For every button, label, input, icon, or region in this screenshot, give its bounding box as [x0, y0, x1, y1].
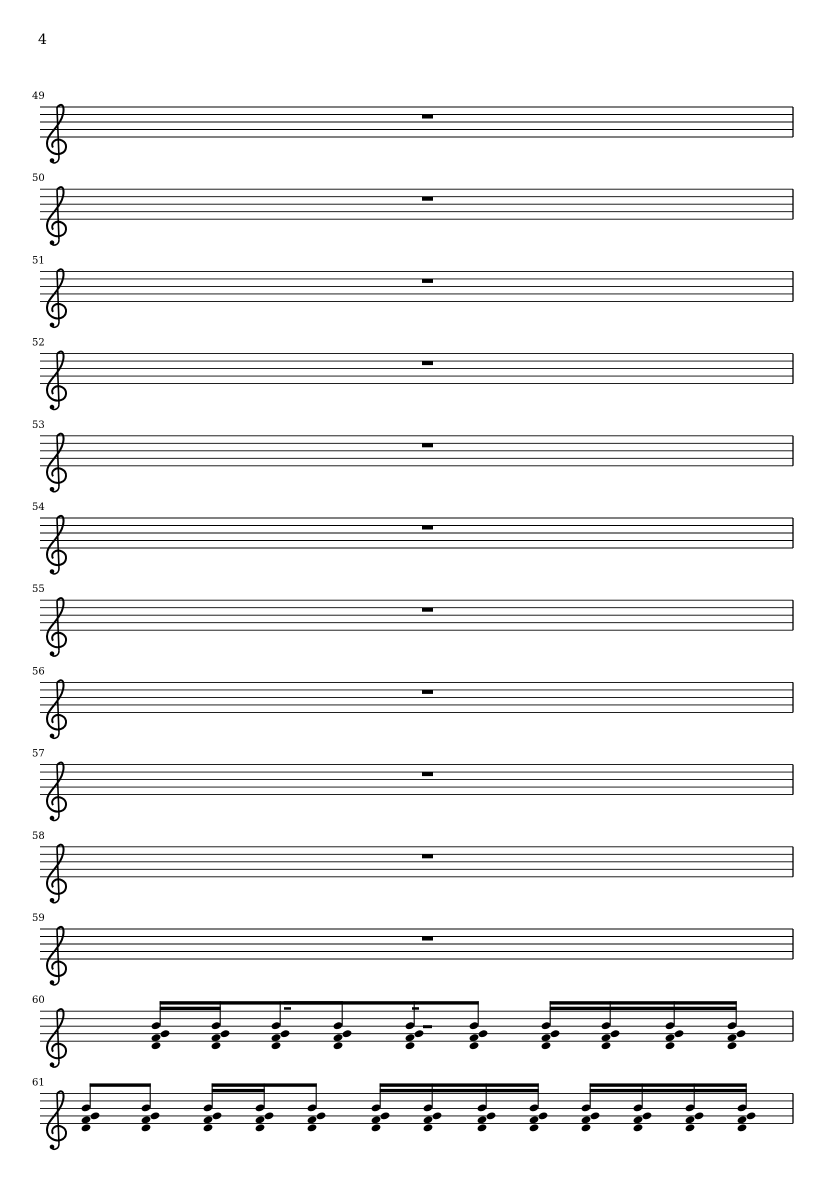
measure-number: 54	[32, 502, 45, 513]
small-rest	[284, 1007, 291, 1010]
beam	[590, 1083, 747, 1086]
measure-number: 56	[32, 666, 45, 678]
staff-system	[32, 91, 793, 163]
measure-number: 59	[32, 913, 45, 924]
measure-number: 52	[32, 337, 45, 349]
whole-rest	[422, 690, 433, 694]
whole-rest	[422, 608, 433, 612]
staff-system	[32, 502, 793, 574]
treble-clef-icon	[47, 434, 66, 492]
small-rest	[423, 1025, 432, 1028]
beam	[590, 1089, 747, 1092]
treble-clef-icon	[47, 187, 66, 245]
beam	[414, 1001, 479, 1004]
whole-rest	[422, 854, 433, 858]
treble-clef-icon	[47, 1091, 66, 1149]
whole-rest	[422, 443, 433, 447]
staff-system	[32, 173, 793, 245]
beam	[380, 1083, 539, 1086]
treble-clef-icon	[47, 1009, 66, 1067]
beam	[550, 1001, 737, 1004]
staff-system	[32, 995, 793, 1067]
treble-clef-icon	[47, 269, 66, 327]
treble-clef-icon	[47, 845, 66, 903]
treble-clef-icon	[47, 927, 66, 985]
beam	[160, 1007, 221, 1010]
beam	[380, 1089, 539, 1092]
measure-number: 50	[32, 173, 45, 185]
treble-clef-icon	[47, 680, 66, 738]
beam	[212, 1089, 265, 1092]
page-number: 4	[38, 32, 47, 48]
measure-number: 51	[32, 255, 45, 267]
measure-number: 61	[32, 1077, 45, 1089]
whole-rest	[422, 937, 433, 941]
whole-rest	[422, 361, 433, 365]
whole-rest	[422, 772, 433, 776]
staff-system	[32, 338, 793, 410]
treble-clef-icon	[47, 105, 66, 163]
beam	[284, 1001, 414, 1004]
measure-number: 58	[32, 830, 45, 842]
staff-system	[32, 255, 793, 327]
measure-number: 60	[32, 995, 45, 1007]
staff-system	[32, 420, 793, 492]
whole-rest	[422, 526, 433, 530]
small-rest	[412, 1007, 419, 1010]
staff-system	[32, 913, 793, 985]
beam	[90, 1083, 151, 1086]
staff-system	[32, 666, 793, 738]
beam	[212, 1083, 317, 1086]
staff-system	[32, 1077, 793, 1149]
measure-number: 53	[32, 419, 45, 431]
treble-clef-icon	[47, 516, 66, 574]
staff-system	[32, 584, 793, 656]
treble-clef-icon	[47, 762, 66, 820]
treble-clef-icon	[47, 351, 66, 409]
measure-number: 57	[32, 748, 45, 760]
whole-rest	[422, 197, 433, 201]
measure-number: 49	[32, 91, 45, 102]
beam	[550, 1007, 737, 1010]
treble-clef-icon	[47, 598, 66, 656]
staff-system	[32, 831, 793, 903]
measure-number: 55	[32, 584, 45, 596]
whole-rest	[422, 115, 433, 119]
whole-rest	[422, 279, 433, 283]
staff-system	[32, 749, 793, 821]
